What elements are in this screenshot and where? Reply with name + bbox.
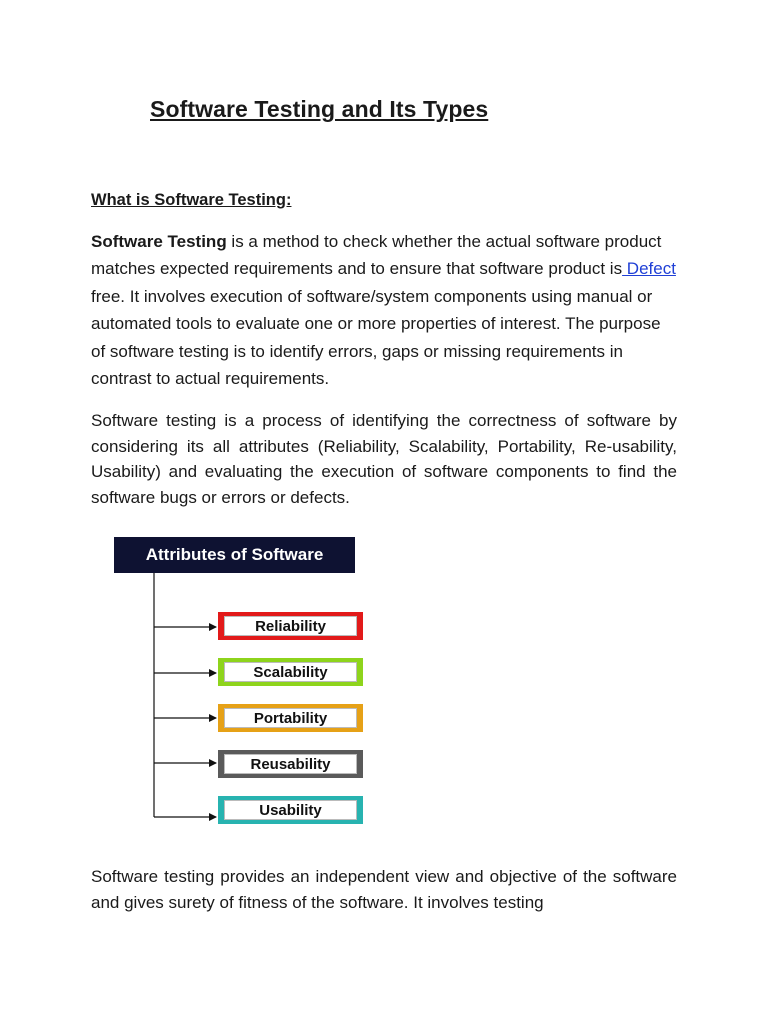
attribute-box-scalability — [218, 658, 363, 686]
attribute-label-scalability: Scalability — [224, 662, 357, 682]
section-heading: What is Software Testing: — [91, 191, 292, 209]
bold-lead: Software Testing — [91, 232, 227, 251]
paragraph-text: is a method to check whether the actual software product matches expected requirements and to ensure that software product is — [91, 232, 662, 279]
paragraph-text: free. It involves execution of software/system components using manual or automated tools to evaluate one or more properties of interest. The purpose of software testing is to identify errors, gaps or missing requirements in contrast to actual requirements. — [91, 286, 661, 389]
attribute-box-reusability — [218, 750, 363, 778]
defect-link[interactable]: Defect — [622, 259, 676, 279]
paragraph-attributes: Software testing is a process of identifying the correctness of software by considering its all attributes (Reliability, Scalability, Portability, Re-usability, Usability) and evaluating the execution of software components to find the software bugs or errors or defects. — [91, 411, 677, 508]
paragraph-definition — [91, 228, 677, 392]
attribute-label-usability: Usability — [224, 800, 357, 820]
attribute-label-reusability: Reusability — [224, 754, 357, 774]
attribute-box-reliability — [218, 612, 363, 640]
attributes-header: Attributes of Software — [114, 537, 355, 573]
page-title: Software Testing and Its Types — [150, 96, 489, 122]
attribute-label-reliability: Reliability — [224, 616, 357, 636]
attribute-box-portability — [218, 704, 363, 732]
paragraph-independent-view: Software testing provides an independent view and objective of the software and gives surety of fitness of the software. It involves testing — [91, 867, 677, 912]
attribute-box-usability — [218, 796, 363, 824]
attribute-label-portability: Portability — [224, 708, 357, 728]
